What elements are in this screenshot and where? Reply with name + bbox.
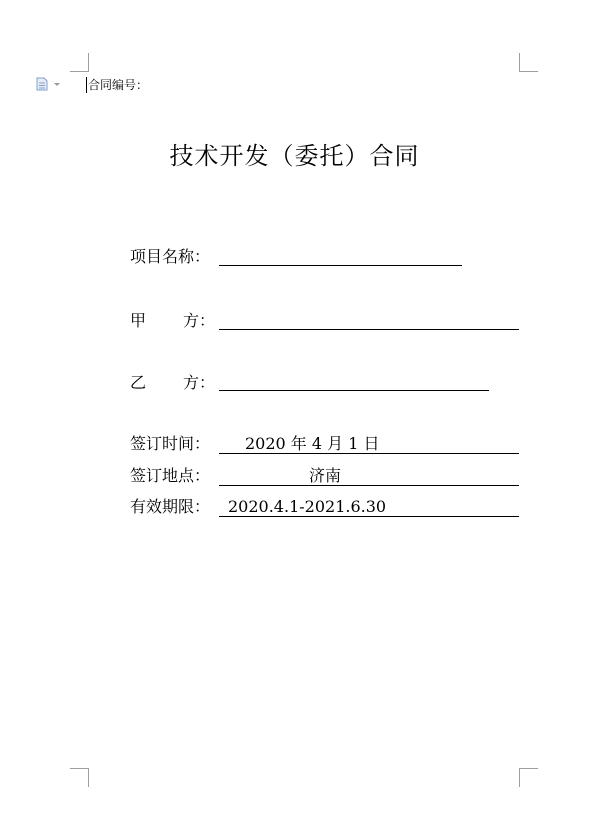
project-name-label: 项目名称： <box>130 247 211 266</box>
crop-mark-bottom-right <box>519 768 538 787</box>
validity-label: 有效期限： <box>130 497 211 516</box>
party-a-label-char: 甲 <box>130 311 147 330</box>
crop-mark-top-right <box>519 53 538 72</box>
party-a-line[interactable] <box>219 329 519 330</box>
party-b-label-char: 乙 <box>130 373 147 392</box>
dropdown-arrow-icon <box>52 77 62 91</box>
sign-place-value[interactable]: 济南 <box>309 466 342 485</box>
document-icon <box>35 77 49 91</box>
sign-time-value[interactable]: 2020 年 4 月 1 日 <box>245 434 380 453</box>
party-a-label <box>130 311 216 331</box>
party-b-line[interactable] <box>219 390 489 391</box>
sign-place-label: 签订地点： <box>130 466 211 485</box>
validity-value[interactable]: 2020.4.1-2021.6.30 <box>228 497 387 516</box>
sign-time-label: 签订时间： <box>130 434 211 453</box>
text-cursor <box>86 77 87 93</box>
party-a-label-suffix: 方： <box>183 311 216 330</box>
document-title[interactable]: 技术开发（委托）合同 <box>169 142 420 170</box>
project-name-line[interactable] <box>219 265 462 266</box>
document-menu-button[interactable] <box>35 77 63 91</box>
crop-mark-bottom-left <box>70 768 89 787</box>
sign-place-line[interactable] <box>219 485 519 486</box>
contract-number-label[interactable]: 合同编号： <box>88 78 149 92</box>
party-b-label-suffix: 方： <box>183 373 216 392</box>
crop-mark-top-left <box>70 53 89 72</box>
party-b-label <box>130 373 216 393</box>
